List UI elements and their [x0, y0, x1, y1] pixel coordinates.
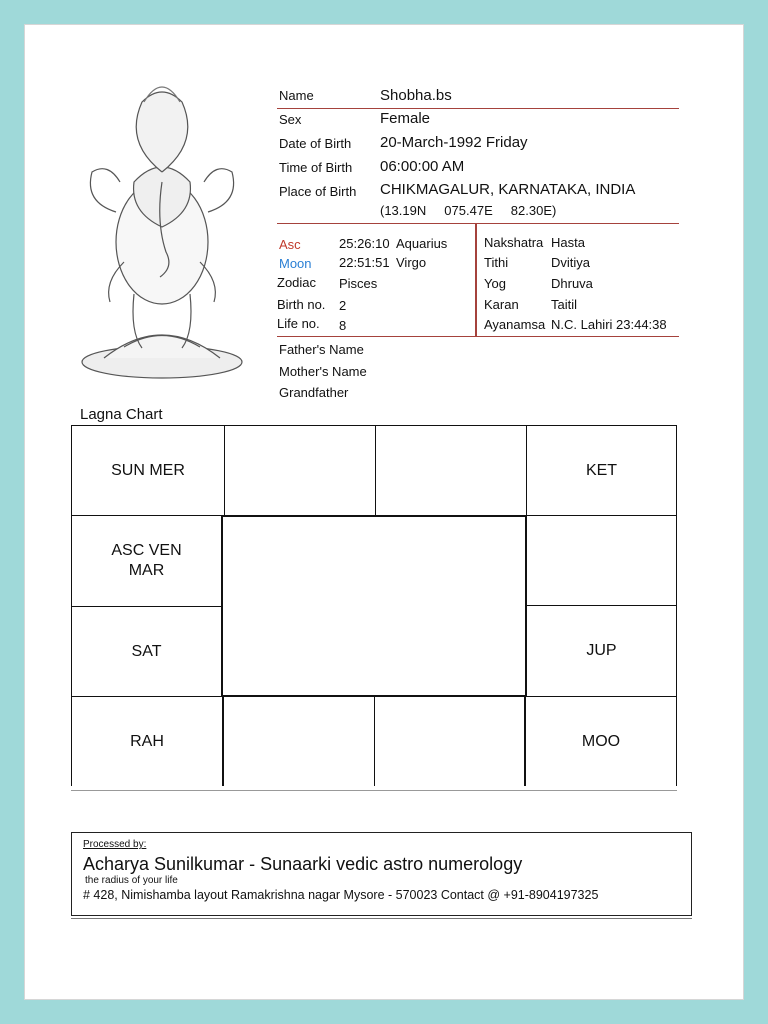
chart-cell-text: RAH: [130, 732, 164, 750]
chart-center-cell: [221, 515, 527, 697]
divider-line: [277, 223, 679, 224]
zodiac-label: Zodiac: [277, 275, 317, 290]
dob-value: 20-March-1992 Friday: [380, 134, 528, 151]
tob-label: Time of Birth: [279, 160, 353, 175]
birth-number-label: Birth no.: [277, 297, 326, 312]
moon-sign: Virgo: [396, 255, 427, 270]
ganesha-icon: [64, 62, 260, 392]
chart-cell: [71, 696, 223, 786]
chart-cell-text: MOO: [581, 732, 621, 750]
chart-cell-text: ASC VEN MAR: [111, 542, 182, 579]
processor-name: Acharya Sunilkumar - Sunaarki vedic astro numerology: [83, 854, 523, 874]
address: # 428, Nimishamba layout Ramakrishna nagar Mysore - 570023 Contact @ +91-8904197325: [83, 888, 599, 902]
pob-label: Place of Birth: [279, 184, 357, 199]
nakshatra-value: Hasta: [551, 235, 585, 250]
karan-value: Taitil: [551, 297, 578, 312]
divider-line: [277, 108, 679, 109]
chart-cell: [375, 425, 527, 516]
chart-cell: [524, 696, 677, 786]
moon-degree: 22:51:51: [339, 255, 390, 270]
asc-label: Asc: [279, 237, 301, 252]
asc-sign: Aquarius: [396, 236, 448, 251]
mother-name-label: Mother's Name: [279, 364, 367, 379]
birth-number-value: 2: [339, 298, 347, 313]
name-value: Shobha.bs: [380, 87, 452, 104]
chart-cell: [526, 605, 677, 697]
ganesha-illustration: [64, 62, 260, 392]
moon-label: Moon: [279, 256, 312, 271]
tithi-label: Tithi: [484, 255, 509, 270]
coordinates-value: (13.19N 075.47E 82.30E): [380, 203, 557, 218]
chart-cell: [71, 425, 225, 516]
zodiac-value: Pisces: [339, 276, 378, 291]
ayanamsa-value: N.C. Lahiri 23:44:38: [551, 317, 667, 332]
name-label: Name: [279, 88, 314, 103]
chart-cell: [71, 515, 222, 607]
processed-by-label: Processed by:: [83, 839, 147, 850]
karan-label: Karan: [484, 297, 519, 312]
chart-title: Lagna Chart: [80, 406, 163, 423]
yog-value: Dhruva: [551, 276, 593, 291]
tob-value: 06:00:00 AM: [380, 158, 465, 175]
ayanamsa-label: Ayanamsa: [484, 317, 546, 332]
chart-cell: [526, 515, 677, 606]
life-number-value: 8: [339, 318, 347, 333]
pob-value: CHIKMAGALUR, KARNATAKA, INDIA: [380, 181, 636, 198]
footer-underline: [71, 918, 692, 919]
nakshatra-label: Nakshatra: [484, 235, 544, 250]
sex-label: Sex: [279, 112, 302, 127]
asc-degree: 25:26:10: [339, 236, 390, 251]
chart-cell: [526, 425, 677, 516]
chart-cell: [71, 606, 222, 697]
life-number-label: Life no.: [277, 316, 320, 331]
father-name-label: Father's Name: [279, 342, 364, 357]
grandfather-label: Grandfather: [279, 385, 349, 400]
divider-line: [277, 336, 679, 337]
tithi-value: Dvitiya: [551, 255, 591, 270]
chart-cell-text: JUP: [586, 642, 617, 659]
chart-cell-text: KET: [585, 461, 618, 479]
chart-cell: [224, 425, 376, 516]
sex-value: Female: [380, 110, 431, 127]
dob-label: Date of Birth: [279, 136, 352, 151]
chart-cell-text: SAT: [131, 642, 162, 660]
tagline: the radius of your life: [85, 875, 178, 886]
chart-bottom-line: [71, 790, 677, 791]
chart-cell-text: SUN MER: [111, 461, 185, 479]
chart-cell: [222, 696, 375, 786]
vertical-divider: [475, 224, 477, 336]
yog-label: Yog: [484, 276, 506, 291]
chart-cell: [374, 696, 527, 786]
footer-box: [71, 832, 692, 916]
